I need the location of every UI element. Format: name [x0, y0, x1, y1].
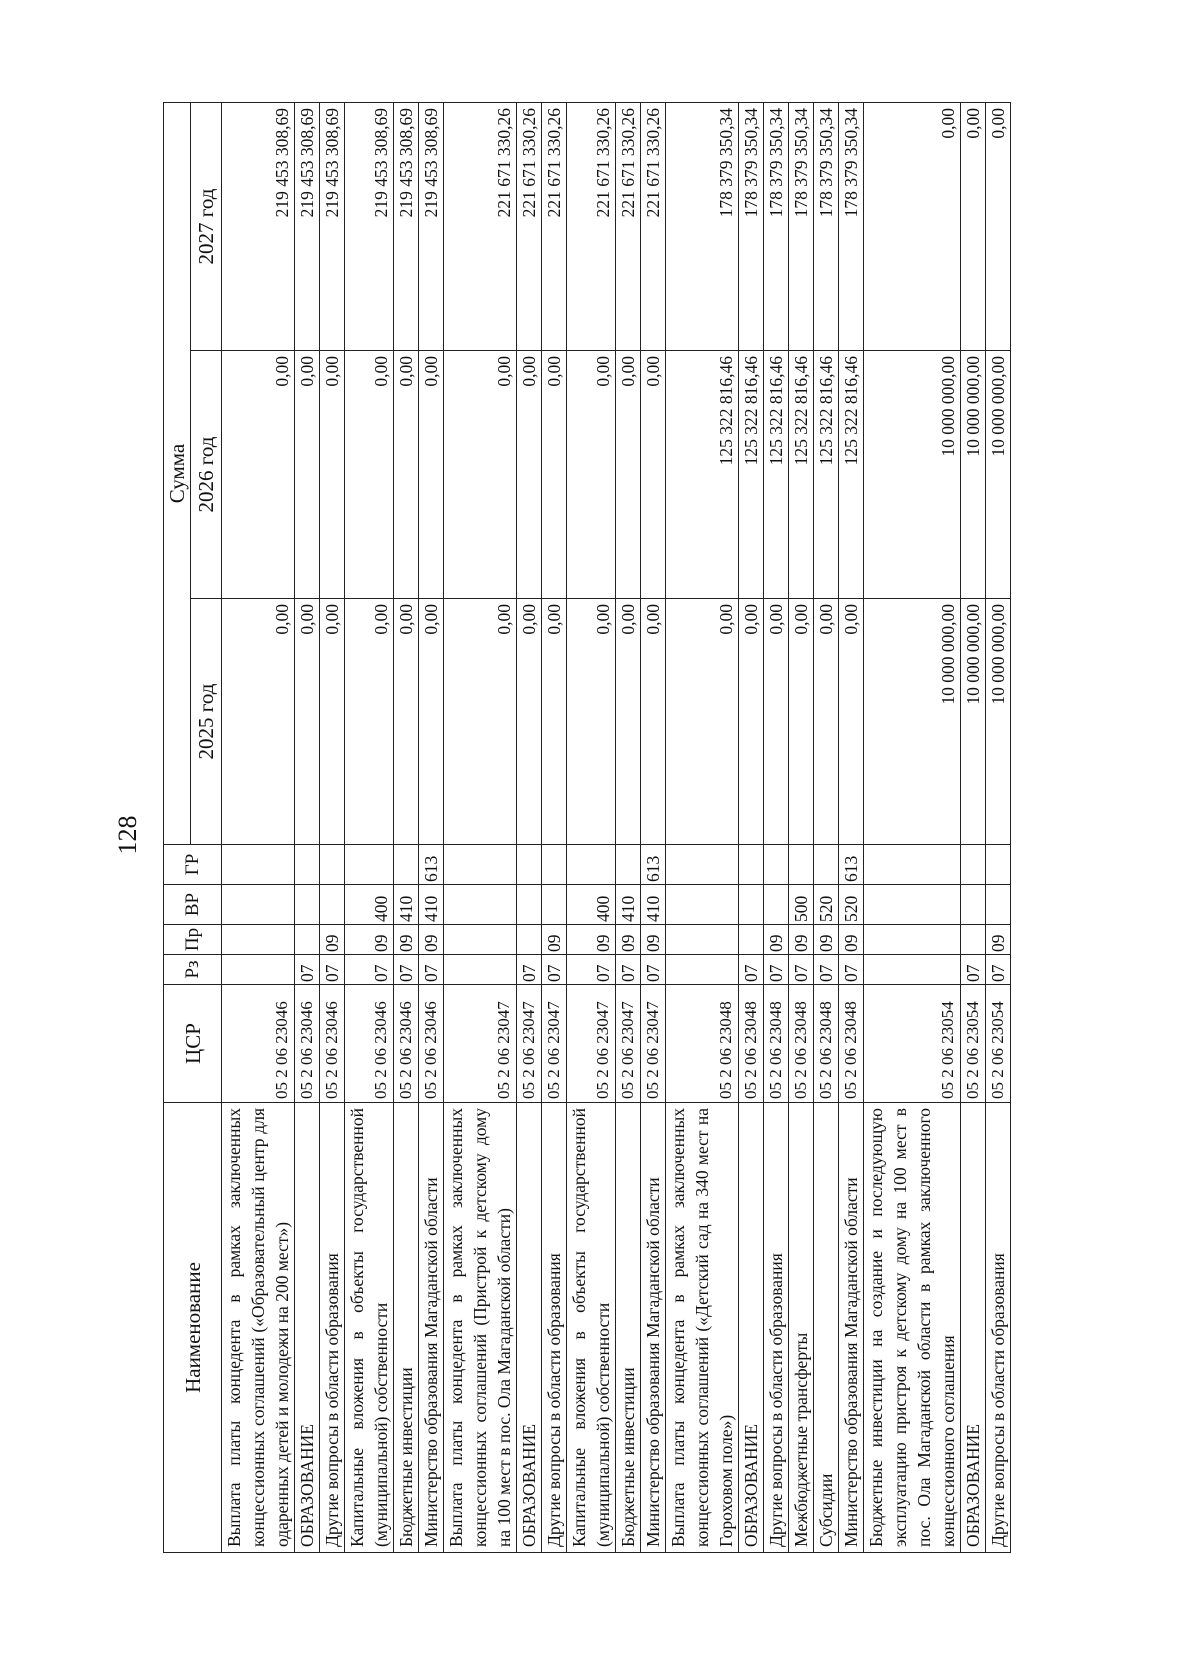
cell-pr — [222, 925, 295, 955]
cell-vr — [295, 885, 320, 925]
cell-gr — [864, 845, 961, 885]
cell-rz — [666, 955, 739, 985]
cell-2026: 0,00 — [345, 351, 394, 599]
cell-2027: 219 453 308,69 — [345, 102, 394, 350]
cell-gr — [222, 845, 295, 885]
cell-2025: 0,00 — [222, 599, 295, 845]
table-row — [222, 102, 295, 1552]
cell-2025: 0,00 — [666, 599, 739, 845]
cell-2027: 178 379 350,34 — [814, 102, 839, 350]
cell-csr: 05 2 06 23048 — [814, 985, 839, 1103]
table-row — [961, 102, 986, 1552]
table-row — [616, 102, 641, 1552]
cell-gr — [567, 845, 616, 885]
cell-csr: 05 2 06 23048 — [764, 985, 789, 1103]
cell-csr: 05 2 06 23054 — [986, 985, 1011, 1103]
cell-2027: 0,00 — [986, 102, 1011, 350]
cell-2027: 219 453 308,69 — [222, 102, 295, 350]
cell-pr: 09 — [986, 925, 1011, 955]
cell-csr: 05 2 06 23047 — [542, 985, 567, 1103]
cell-name: Субсидии — [814, 1103, 839, 1553]
cell-gr — [789, 845, 814, 885]
cell-name: ОБРАЗОВАНИЕ — [739, 1103, 764, 1553]
table-row — [814, 102, 839, 1552]
cell-pr — [961, 925, 986, 955]
cell-vr: 410 — [641, 885, 666, 925]
cell-name: Бюджетные инвестиции на создание и последующую эксплуатацию пристроя к детскому дому на 100 мест в пос. Ола Магаданской области в рамках заключенного концессионного соглашения — [864, 1103, 961, 1553]
cell-csr: 05 2 06 23047 — [567, 985, 616, 1103]
page-number: 128 — [113, 815, 142, 855]
cell-vr — [739, 885, 764, 925]
cell-2026: 0,00 — [567, 351, 616, 599]
cell-rz: 07 — [986, 955, 1011, 985]
cell-rz: 07 — [567, 955, 616, 985]
header-name: Наименование — [164, 1103, 222, 1553]
cell-rz: 07 — [419, 955, 444, 985]
cell-name: Капитальные вложения в объекты государственной (муниципальной) собственности — [567, 1103, 616, 1553]
cell-2025: 0,00 — [394, 599, 419, 845]
cell-name: Министерство образования Магаданской области — [641, 1103, 666, 1553]
cell-rz — [444, 955, 517, 985]
cell-2026: 10 000 000,00 — [864, 351, 961, 599]
table-row — [320, 102, 345, 1552]
cell-rz: 07 — [641, 955, 666, 985]
table-row — [641, 102, 666, 1552]
cell-rz: 07 — [616, 955, 641, 985]
cell-pr — [739, 925, 764, 955]
cell-name: Капитальные вложения в объекты государственной (муниципальной) собственности — [345, 1103, 394, 1553]
cell-name: Другие вопросы в области образования — [542, 1103, 567, 1553]
cell-2026: 125 322 816,46 — [666, 351, 739, 599]
cell-name: ОБРАЗОВАНИЕ — [961, 1103, 986, 1553]
cell-rz: 07 — [517, 955, 542, 985]
cell-vr — [320, 885, 345, 925]
cell-csr: 05 2 06 23046 — [419, 985, 444, 1103]
cell-pr: 09 — [394, 925, 419, 955]
cell-pr: 09 — [814, 925, 839, 955]
cell-pr — [666, 925, 739, 955]
cell-2025: 0,00 — [764, 599, 789, 845]
cell-gr — [394, 845, 419, 885]
table-row — [444, 102, 517, 1552]
cell-gr — [961, 845, 986, 885]
cell-name: Другие вопросы в области образования — [320, 1103, 345, 1553]
cell-rz: 07 — [295, 955, 320, 985]
cell-2027: 221 671 330,26 — [542, 102, 567, 350]
table-row — [394, 102, 419, 1552]
cell-2025: 0,00 — [641, 599, 666, 845]
cell-gr — [295, 845, 320, 885]
cell-name: Другие вопросы в области образования — [764, 1103, 789, 1553]
cell-rz: 07 — [394, 955, 419, 985]
cell-2026: 0,00 — [295, 351, 320, 599]
header-pr: Пр — [164, 925, 222, 955]
cell-2025: 0,00 — [616, 599, 641, 845]
table-row — [764, 102, 789, 1552]
cell-gr — [616, 845, 641, 885]
cell-2026: 10 000 000,00 — [961, 351, 986, 599]
cell-2026: 125 322 816,46 — [789, 351, 814, 599]
cell-csr: 05 2 06 23047 — [517, 985, 542, 1103]
cell-2026: 0,00 — [517, 351, 542, 599]
cell-csr: 05 2 06 23048 — [789, 985, 814, 1103]
cell-rz: 07 — [764, 955, 789, 985]
cell-vr: 410 — [394, 885, 419, 925]
cell-2026: 0,00 — [641, 351, 666, 599]
cell-csr: 05 2 06 23047 — [641, 985, 666, 1103]
cell-gr — [542, 845, 567, 885]
cell-2026: 125 322 816,46 — [814, 351, 839, 599]
cell-name: ОБРАЗОВАНИЕ — [295, 1103, 320, 1553]
cell-vr — [764, 885, 789, 925]
cell-csr: 05 2 06 23047 — [616, 985, 641, 1103]
cell-gr — [444, 845, 517, 885]
header-2026: 2026 год — [191, 351, 222, 599]
cell-csr: 05 2 06 23047 — [444, 985, 517, 1103]
cell-vr — [444, 885, 517, 925]
cell-vr — [222, 885, 295, 925]
cell-gr — [986, 845, 1011, 885]
cell-2025: 0,00 — [345, 599, 394, 845]
cell-2025: 0,00 — [839, 599, 864, 845]
cell-csr: 05 2 06 23048 — [839, 985, 864, 1103]
table-row — [567, 102, 616, 1552]
cell-pr: 09 — [320, 925, 345, 955]
cell-pr: 09 — [616, 925, 641, 955]
cell-rz: 07 — [739, 955, 764, 985]
cell-pr — [444, 925, 517, 955]
cell-name: Выплата платы концедента в рамках заключенных концессионных соглашений («Детский сад на 340 мест на Гороховом поле») — [666, 1103, 739, 1553]
cell-csr: 05 2 06 23046 — [222, 985, 295, 1103]
cell-rz: 07 — [542, 955, 567, 985]
cell-gr — [814, 845, 839, 885]
cell-vr: 400 — [567, 885, 616, 925]
cell-rz: 07 — [320, 955, 345, 985]
cell-2025: 10 000 000,00 — [986, 599, 1011, 845]
cell-csr: 05 2 06 23048 — [666, 985, 739, 1103]
cell-2027: 178 379 350,34 — [764, 102, 789, 350]
cell-pr: 09 — [567, 925, 616, 955]
cell-vr: 520 — [839, 885, 864, 925]
cell-2025: 0,00 — [789, 599, 814, 845]
cell-2027: 178 379 350,34 — [739, 102, 764, 350]
cell-2026: 0,00 — [222, 351, 295, 599]
cell-csr: 05 2 06 23054 — [961, 985, 986, 1103]
table-row — [739, 102, 764, 1552]
cell-rz: 07 — [345, 955, 394, 985]
cell-2025: 0,00 — [814, 599, 839, 845]
cell-csr: 05 2 06 23046 — [295, 985, 320, 1103]
cell-name: ОБРАЗОВАНИЕ — [517, 1103, 542, 1553]
cell-2026: 0,00 — [419, 351, 444, 599]
cell-rz: 07 — [789, 955, 814, 985]
cell-csr: 05 2 06 23046 — [345, 985, 394, 1103]
cell-pr: 09 — [839, 925, 864, 955]
cell-rz: 07 — [961, 955, 986, 985]
cell-2026: 0,00 — [394, 351, 419, 599]
cell-gr — [739, 845, 764, 885]
cell-pr: 09 — [764, 925, 789, 955]
cell-2025: 0,00 — [517, 599, 542, 845]
cell-gr — [517, 845, 542, 885]
cell-gr — [320, 845, 345, 885]
table-row — [986, 102, 1011, 1552]
cell-vr — [517, 885, 542, 925]
cell-name: Выплата платы концедента в рамках заключенных концессионных соглашений (Пристрой к детскому дому на 100 мест в пос. Ола Магаданской области) — [444, 1103, 517, 1553]
cell-2027: 219 453 308,69 — [295, 102, 320, 350]
budget-table-page — [163, 103, 1063, 1553]
cell-rz: 07 — [814, 955, 839, 985]
cell-csr: 05 2 06 23046 — [320, 985, 345, 1103]
cell-2025: 0,00 — [295, 599, 320, 845]
cell-2025: 0,00 — [419, 599, 444, 845]
cell-2027: 221 671 330,26 — [616, 102, 641, 350]
table-row — [345, 102, 394, 1552]
cell-pr — [864, 925, 961, 955]
table-row — [295, 102, 320, 1552]
cell-2026: 0,00 — [320, 351, 345, 599]
cell-vr: 520 — [814, 885, 839, 925]
cell-2026: 0,00 — [542, 351, 567, 599]
cell-vr — [986, 885, 1011, 925]
cell-2026: 0,00 — [444, 351, 517, 599]
table-row — [517, 102, 542, 1552]
cell-2027: 178 379 350,34 — [666, 102, 739, 350]
cell-2027: 219 453 308,69 — [394, 102, 419, 350]
cell-2025: 10 000 000,00 — [864, 599, 961, 845]
cell-name: Бюджетные инвестиции — [394, 1103, 419, 1553]
cell-pr: 09 — [542, 925, 567, 955]
table-row — [864, 102, 961, 1552]
cell-2027: 221 671 330,26 — [444, 102, 517, 350]
header-row-1 — [164, 102, 191, 1552]
cell-pr: 09 — [419, 925, 444, 955]
cell-gr — [764, 845, 789, 885]
table-row — [839, 102, 864, 1552]
cell-name: Выплата платы концедента в рамках заключенных концессионных соглашений («Образовательный центр для одаренных детей и молодежи на 200 мест») — [222, 1103, 295, 1553]
cell-vr: 410 — [616, 885, 641, 925]
cell-pr: 09 — [345, 925, 394, 955]
cell-2027: 178 379 350,34 — [839, 102, 864, 350]
header-sum: Сумма — [164, 102, 191, 844]
cell-vr — [864, 885, 961, 925]
cell-2027: 219 453 308,69 — [320, 102, 345, 350]
cell-name: Бюджетные инвестиции — [616, 1103, 641, 1553]
cell-2025: 10 000 000,00 — [961, 599, 986, 845]
header-csr: ЦСР — [164, 985, 222, 1103]
cell-2025: 0,00 — [739, 599, 764, 845]
cell-name: Министерство образования Магаданской области — [419, 1103, 444, 1553]
cell-gr: 613 — [419, 845, 444, 885]
cell-2025: 0,00 — [444, 599, 517, 845]
cell-2027: 0,00 — [864, 102, 961, 350]
cell-2025: 0,00 — [567, 599, 616, 845]
table-body — [222, 102, 1011, 1552]
cell-vr — [542, 885, 567, 925]
header-2025: 2025 год — [191, 599, 222, 845]
cell-2027: 0,00 — [961, 102, 986, 350]
cell-2026: 125 322 816,46 — [764, 351, 789, 599]
cell-2026: 0,00 — [616, 351, 641, 599]
cell-2027: 221 671 330,26 — [567, 102, 616, 350]
cell-2027: 178 379 350,34 — [789, 102, 814, 350]
cell-name: Межбюджетные трансферты — [789, 1103, 814, 1553]
cell-pr: 09 — [641, 925, 666, 955]
cell-2027: 219 453 308,69 — [419, 102, 444, 350]
cell-2026: 125 322 816,46 — [739, 351, 764, 599]
cell-gr — [666, 845, 739, 885]
cell-gr: 613 — [641, 845, 666, 885]
cell-pr — [517, 925, 542, 955]
cell-gr — [345, 845, 394, 885]
header-rz: Рз — [164, 955, 222, 985]
header-gr: ГР — [164, 845, 222, 885]
cell-rz — [222, 955, 295, 985]
cell-2026: 10 000 000,00 — [986, 351, 1011, 599]
cell-rz — [864, 955, 961, 985]
cell-csr: 05 2 06 23048 — [739, 985, 764, 1103]
cell-pr — [295, 925, 320, 955]
cell-name: Другие вопросы в области образования — [986, 1103, 1011, 1553]
cell-name: Министерство образования Магаданской области — [839, 1103, 864, 1553]
table-row — [542, 102, 567, 1552]
cell-2027: 221 671 330,26 — [517, 102, 542, 350]
cell-rz: 07 — [839, 955, 864, 985]
cell-csr: 05 2 06 23046 — [394, 985, 419, 1103]
cell-vr — [961, 885, 986, 925]
cell-2025: 0,00 — [320, 599, 345, 845]
table-row — [419, 102, 444, 1552]
header-vr: ВР — [164, 885, 222, 925]
cell-vr: 410 — [419, 885, 444, 925]
table-row — [789, 102, 814, 1552]
cell-2026: 125 322 816,46 — [839, 351, 864, 599]
budget-table — [163, 102, 1011, 1553]
cell-vr: 400 — [345, 885, 394, 925]
table-row — [666, 102, 739, 1552]
cell-gr: 613 — [839, 845, 864, 885]
header-2027: 2027 год — [191, 102, 222, 350]
cell-vr: 500 — [789, 885, 814, 925]
cell-2025: 0,00 — [542, 599, 567, 845]
cell-vr — [666, 885, 739, 925]
cell-pr: 09 — [789, 925, 814, 955]
cell-csr: 05 2 06 23054 — [864, 985, 961, 1103]
cell-2027: 221 671 330,26 — [641, 102, 666, 350]
